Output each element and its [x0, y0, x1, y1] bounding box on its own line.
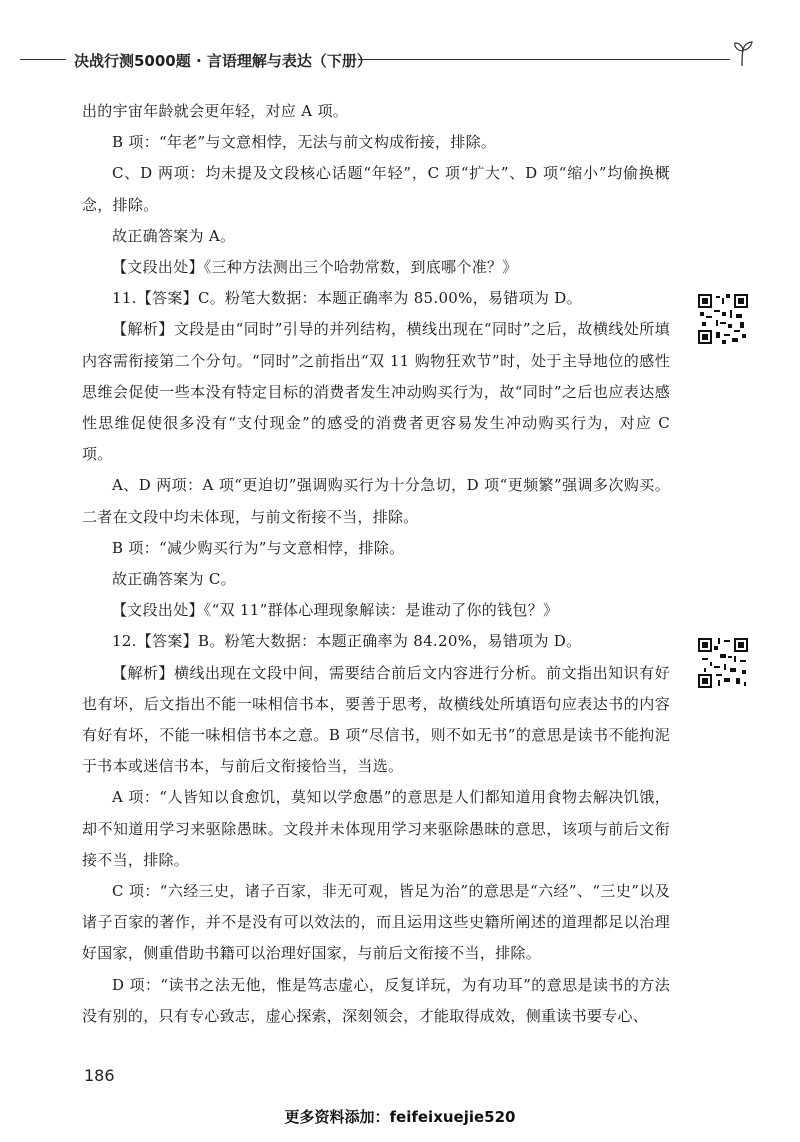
analysis-paragraph: 【解析】文段是由“同时”引导的并列结构，横线出现在“同时”之后，故横线处所填内容需衔接第二个分句。“同时”之前指出“双 11 购物狂欢节”时，处于主导地位的感性思维会促使一些本没有特定目标的消费者发生冲动购买行为，故“同时”之后也应表达感性思维促使很多没有“支付现金”的感受的消费者更容易发生冲动购买行为，对应 C 项。: [82, 320, 670, 464]
paragraph: 出的宇宙年龄就会更年轻，对应 A 项。: [82, 102, 349, 120]
paragraph: C、D 两项：均未提及文段核心话题“年轻”，C 项“扩大”、D 项“缩小”均偷换概念，排除。: [82, 164, 670, 214]
analysis-paragraph: 【解析】横线出现在文段中间，需要结合前后文内容进行分析。前文指出知识有好也有坏，后文指出不能一味相信书本，要善于思考，故横线处所填语句应表达书的内容有好有坏，不能一味相信书本之意。B 项“尽信书，则不如无书”的意思是读书不能拘泥于书本或迷信书本，与前后文衔接恰当，当选。: [82, 663, 670, 776]
sprout-icon: [728, 38, 758, 68]
page-body: [82, 96, 670, 1032]
paragraph: A、D 两项：A 项“更迫切”强调购买行为十分急切，D 项“更频繁”强调多次购买。二者在文段中均未体现，与前文衔接不当，排除。: [82, 476, 670, 526]
header-rule-right: [358, 59, 730, 60]
running-header: [0, 46, 800, 74]
book-title: 决战行测5000题 · 言语理解与表达（下册）: [74, 52, 372, 70]
paragraph: B 项：“年老”与文意相悖，无法与前文构成衔接，排除。: [112, 133, 497, 152]
paragraph: 故正确答案为 C。: [112, 570, 236, 589]
paragraph: B 项：“减少购买行为”与文意相悖，排除。: [112, 538, 405, 557]
source-note: 【文段出处】《“双 11”群体心理现象解读：是谁动了你的钱包？》: [112, 601, 559, 620]
page-number: 186: [84, 1066, 115, 1085]
footer-label: 更多资料添加：: [284, 1108, 390, 1126]
source-note: 【文段出处】《三种方法测出三个哈勃常数，到底哪个准？》: [112, 258, 518, 277]
paragraph: 故正确答案为 A。: [112, 226, 236, 245]
answer-line: 11.【答案】C。粉笔大数据：本题正确率为 85.00%，易错项为 D。: [112, 289, 582, 308]
paragraph: A 项：“人皆知以食愈饥，莫知以学愈愚”的意思是人们都知道用食物去解决饥饿，却不知道用学习来驱除愚昧。文段并未体现用学习来驱除愚昧的意思，该项与前后文衔接不当，排除。: [82, 788, 670, 869]
footer-contact-note: [0, 1106, 800, 1127]
paragraph: D 项：“读书之法无他，惟是笃志虚心，反复详玩，为有功耳”的意思是读书的方法没有别的，只有专心致志，虚心探索，深刻领会，才能取得成效，侧重读书要专心、: [82, 975, 670, 1025]
paragraph: C 项：“六经三史，诸子百家，非无可观，皆足为治”的意思是“六经”、“三史”以及诸子百家的著作，并不是没有可以效法的，而且运用这些史籍所阐述的道理都足以治理好国家，侧重借助书籍可以治理好国家，与前后文衔接不当，排除。: [82, 882, 670, 963]
qr-code-icon[interactable]: [698, 294, 748, 344]
header-rule-left: [20, 59, 66, 60]
footer-contact: feifeixuejie520: [389, 1108, 516, 1126]
answer-line: 12.【答案】B。粉笔大数据：本题正确率为 84.20%，易错项为 D。: [112, 632, 582, 651]
qr-code-icon[interactable]: [698, 638, 748, 688]
